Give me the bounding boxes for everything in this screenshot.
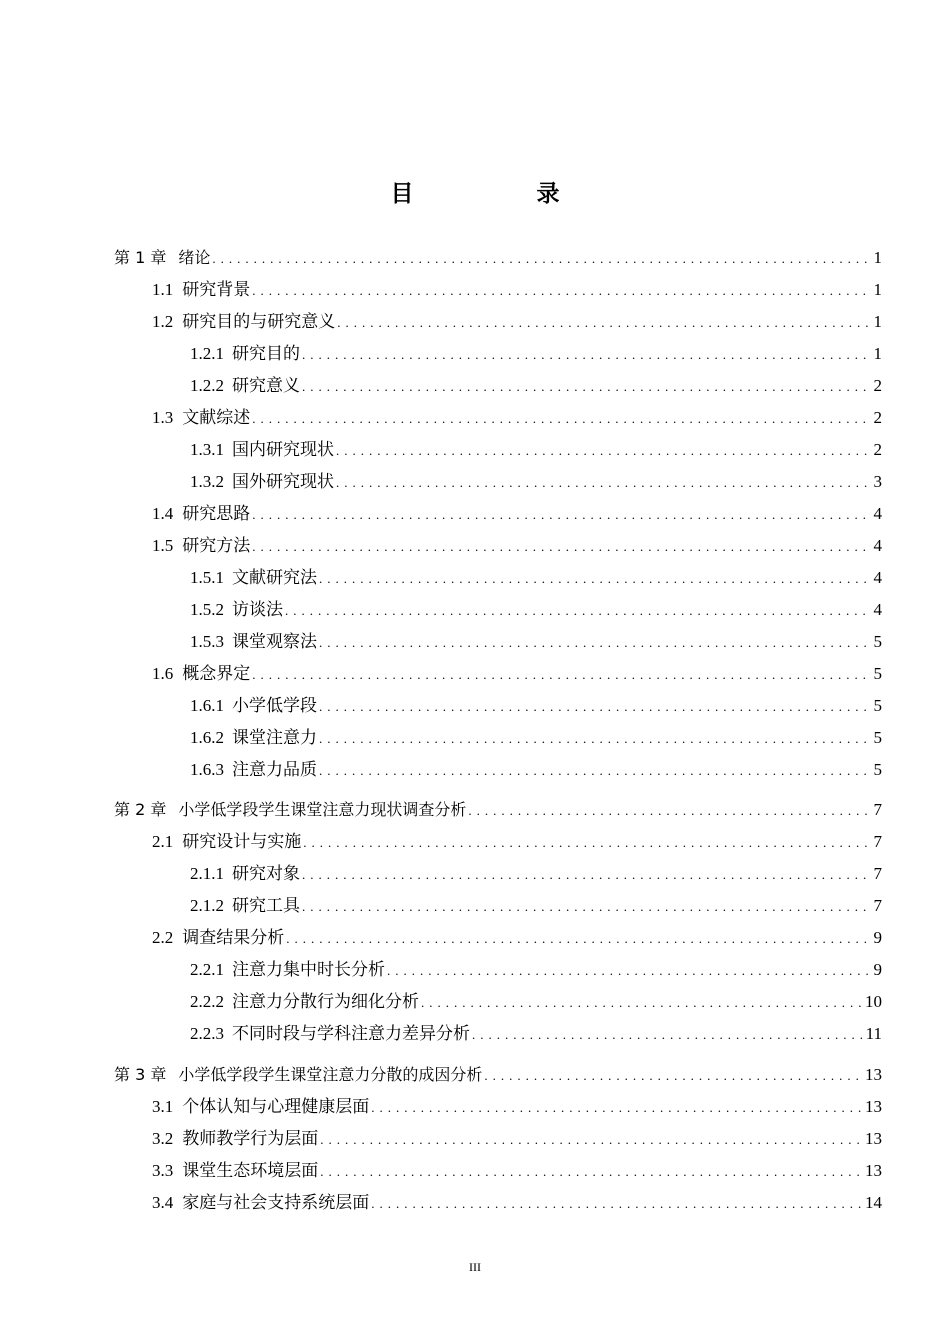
toc-entry[interactable] xyxy=(152,1127,882,1151)
toc-entry-title: 国外研究现状 xyxy=(232,472,334,491)
toc-entry-title: 访谈法 xyxy=(232,600,283,619)
dot-leader xyxy=(302,375,871,399)
dot-leader xyxy=(319,695,871,719)
toc-entry[interactable] xyxy=(190,438,882,462)
toc-entry-number: 2.1 xyxy=(152,832,174,851)
toc-entry-number: 第 1 章 xyxy=(114,248,167,267)
toc-entry-page: 4 xyxy=(873,536,882,555)
toc-entry-title: 小学低学段 xyxy=(232,696,317,715)
toc-entry[interactable] xyxy=(190,694,882,718)
toc-entry-number: 2.1.1 xyxy=(190,864,224,883)
toc-entry-title: 调查结果分析 xyxy=(182,928,285,947)
toc-entry-page: 13 xyxy=(865,1161,882,1180)
toc-entry-number: 1.5.2 xyxy=(190,600,224,619)
dot-leader xyxy=(319,727,871,751)
toc-entry[interactable] xyxy=(190,342,882,366)
toc-entry-page: 2 xyxy=(873,440,882,459)
toc-entry-number: 3.4 xyxy=(152,1193,174,1212)
dot-leader xyxy=(303,831,870,855)
toc-entry[interactable] xyxy=(152,502,882,526)
dot-leader xyxy=(252,279,870,303)
toc-entry[interactable] xyxy=(190,374,882,398)
dot-leader xyxy=(336,471,871,495)
toc-entry[interactable] xyxy=(152,310,882,334)
dot-leader xyxy=(252,503,870,527)
toc-chapter-entry[interactable] xyxy=(114,246,882,270)
toc-entry-page: 5 xyxy=(873,728,882,747)
toc-entry[interactable] xyxy=(152,1159,882,1183)
toc-entry-title: 文献综述 xyxy=(182,408,251,427)
dot-leader xyxy=(302,895,871,919)
toc-entry-page: 11 xyxy=(865,1024,882,1043)
page-number: III xyxy=(469,1260,481,1274)
toc-entry-number: 第 3 章 xyxy=(114,1065,167,1084)
toc-entry[interactable] xyxy=(190,990,882,1014)
dot-leader xyxy=(371,1192,862,1216)
toc-entry-title: 研究意义 xyxy=(232,376,300,395)
toc-entry-page: 5 xyxy=(873,664,882,683)
toc-entry-number: 1.2.2 xyxy=(190,376,224,395)
toc-entry-page: 4 xyxy=(873,568,882,587)
toc-entry-number: 1.2.1 xyxy=(190,344,224,363)
toc-entry-number: 1.6.1 xyxy=(190,696,224,715)
toc-entry-page: 14 xyxy=(865,1193,882,1212)
toc-entry-title: 小学低学段学生课堂注意力现状调查分析 xyxy=(178,800,467,819)
toc-entry-number: 1.6 xyxy=(152,664,174,683)
toc-entry-page: 5 xyxy=(873,632,882,651)
toc-entry-number: 2.2.1 xyxy=(190,960,224,979)
toc-entry-page: 2 xyxy=(873,376,882,395)
dot-leader xyxy=(302,343,871,367)
toc-chapter-entry[interactable] xyxy=(114,1063,882,1087)
toc-entry-page: 5 xyxy=(873,760,882,779)
toc-entry-number: 1.5 xyxy=(152,536,174,555)
dot-leader xyxy=(421,991,862,1015)
toc-entry[interactable] xyxy=(190,862,882,886)
toc-entry-number: 2.2 xyxy=(152,928,174,947)
toc-entry[interactable] xyxy=(152,278,882,302)
toc-entry-number: 1.5.1 xyxy=(190,568,224,587)
toc-entry-page: 13 xyxy=(865,1097,882,1116)
toc-entry-title: 课堂注意力 xyxy=(232,728,317,747)
dot-leader xyxy=(320,1160,862,1184)
toc-entry-title: 绪论 xyxy=(178,248,211,267)
toc-entry[interactable] xyxy=(190,726,882,750)
toc-entry-number: 3.3 xyxy=(152,1161,174,1180)
toc-entry-title: 研究工具 xyxy=(232,896,300,915)
toc-entry-title: 家庭与社会支持系统层面 xyxy=(182,1193,370,1212)
toc-entry-title: 个体认知与心理健康层面 xyxy=(182,1097,370,1116)
toc-entry-number: 2.2.3 xyxy=(190,1024,224,1043)
toc-entry[interactable] xyxy=(152,1095,882,1119)
toc-entry[interactable] xyxy=(152,406,882,430)
toc-entry-number: 1.1 xyxy=(152,280,174,299)
toc-entry-number: 3.2 xyxy=(152,1129,174,1148)
toc-entry-title: 注意力分散行为细化分析 xyxy=(232,992,419,1011)
toc-entry-title: 研究对象 xyxy=(232,864,300,883)
dot-leader xyxy=(286,927,870,951)
toc-entry-title: 研究目的与研究意义 xyxy=(182,312,336,331)
toc-entry-number: 2.2.2 xyxy=(190,992,224,1011)
toc-entry-page: 3 xyxy=(873,472,882,491)
dot-leader xyxy=(252,535,870,559)
toc-entry-title: 课堂观察法 xyxy=(232,632,317,651)
toc-entry-page: 1 xyxy=(873,344,882,363)
dot-leader xyxy=(285,599,871,623)
toc-entry[interactable] xyxy=(190,958,882,982)
toc-entry-page: 13 xyxy=(865,1129,882,1148)
toc-entry-title: 文献研究法 xyxy=(232,568,317,587)
toc-entry-number: 1.5.3 xyxy=(190,632,224,651)
toc-entry-page: 7 xyxy=(873,800,882,819)
dot-leader xyxy=(472,1023,863,1047)
toc-entry[interactable] xyxy=(190,470,882,494)
dot-leader xyxy=(252,407,870,431)
toc-entry[interactable] xyxy=(190,566,882,590)
dot-leader xyxy=(484,1064,862,1088)
dot-leader xyxy=(371,1096,862,1120)
toc-entry-page: 5 xyxy=(873,696,882,715)
dot-leader xyxy=(319,759,871,783)
toc-entry-page: 7 xyxy=(873,832,882,851)
toc-entry-page: 1 xyxy=(873,280,882,299)
toc-entry-title: 研究设计与实施 xyxy=(182,832,302,851)
toc-entry-number: 2.1.2 xyxy=(190,896,224,915)
dot-leader xyxy=(302,863,871,887)
toc-entry-title: 研究目的 xyxy=(232,344,300,363)
dot-leader xyxy=(387,959,871,983)
toc-entry[interactable] xyxy=(190,1022,882,1046)
dot-leader xyxy=(252,663,870,687)
toc-entry-number: 1.3.2 xyxy=(190,472,224,491)
toc-entry[interactable] xyxy=(152,662,882,686)
toc-entry-title: 教师教学行为层面 xyxy=(182,1129,319,1148)
toc-entry[interactable] xyxy=(190,630,882,654)
toc-entry[interactable] xyxy=(190,598,882,622)
toc-entry-number: 1.3 xyxy=(152,408,174,427)
toc-entry-title: 概念界定 xyxy=(182,664,251,683)
dot-leader xyxy=(319,631,871,655)
toc-entry-title: 研究背景 xyxy=(182,280,251,299)
dot-leader xyxy=(336,439,871,463)
toc-entry-number: 第 2 章 xyxy=(114,800,167,819)
toc-entry-page: 9 xyxy=(873,960,882,979)
toc-entry-page: 4 xyxy=(873,600,882,619)
toc-entry-page: 4 xyxy=(873,504,882,523)
toc-entry-title: 研究方法 xyxy=(182,536,251,555)
dot-leader xyxy=(319,567,871,591)
toc-entry-number: 1.4 xyxy=(152,504,174,523)
toc-entry-number: 1.6.2 xyxy=(190,728,224,747)
toc-entry-page: 9 xyxy=(873,928,882,947)
toc-entry-number: 1.3.1 xyxy=(190,440,224,459)
toc-entry-number: 3.1 xyxy=(152,1097,174,1116)
toc-entry[interactable] xyxy=(190,894,882,918)
toc-entry-page: 13 xyxy=(865,1065,882,1084)
toc-entry[interactable] xyxy=(152,1191,882,1215)
dot-leader xyxy=(337,311,870,335)
toc-entry-title: 研究思路 xyxy=(182,504,251,523)
toc-entry[interactable] xyxy=(152,534,882,558)
toc-chapter-entry[interactable] xyxy=(114,798,882,822)
toc-entry-number: 1.2 xyxy=(152,312,174,331)
toc-entry-page: 2 xyxy=(873,408,882,427)
toc-entry-title: 不同时段与学科注意力差异分析 xyxy=(232,1024,470,1043)
toc-entry-title: 注意力集中时长分析 xyxy=(232,960,385,979)
toc-entry-page: 1 xyxy=(873,248,882,267)
toc-entry-title: 注意力品质 xyxy=(232,760,317,779)
toc-entry-title: 课堂生态环境层面 xyxy=(182,1161,319,1180)
toc-entry[interactable] xyxy=(152,926,882,950)
toc-entry-number: 1.6.3 xyxy=(190,760,224,779)
page-title: 目 录 xyxy=(390,181,610,207)
dot-leader xyxy=(320,1128,862,1152)
toc-entry-page: 7 xyxy=(873,864,882,883)
dot-leader xyxy=(468,799,870,823)
toc-entry-page: 10 xyxy=(865,992,882,1011)
toc-entry-page: 7 xyxy=(873,896,882,915)
dot-leader xyxy=(212,247,870,271)
toc-entry-page: 1 xyxy=(873,312,882,331)
toc-entry[interactable] xyxy=(190,758,882,782)
toc-entry[interactable] xyxy=(152,830,882,854)
toc-entry-title: 国内研究现状 xyxy=(232,440,334,459)
toc-entry-title: 小学低学段学生课堂注意力分散的成因分析 xyxy=(178,1065,483,1084)
